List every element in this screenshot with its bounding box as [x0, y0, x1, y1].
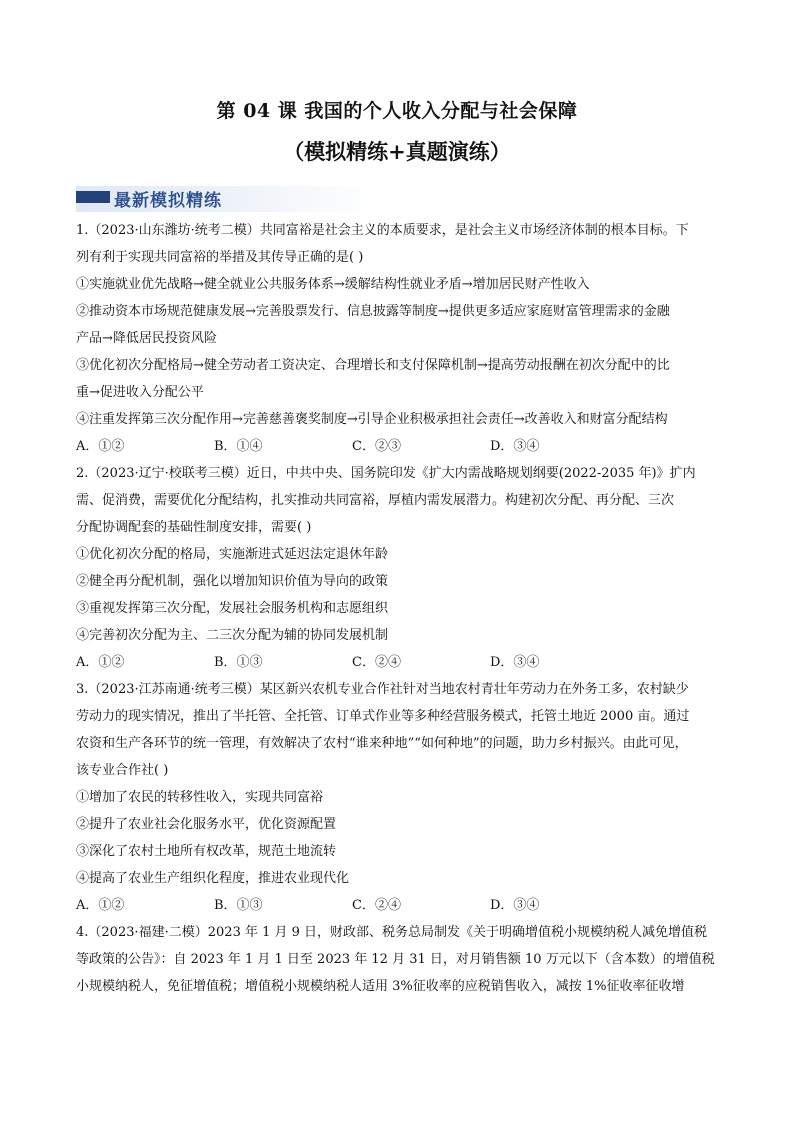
choice-a: A．①② [76, 655, 125, 670]
option-line: ①实施就业优先战略→健全就业公共服务体系→缓解结构性就业矛盾→增加居民财产性收入 [76, 277, 590, 292]
question-1 [76, 217, 722, 460]
choice-b: B．①③ [214, 655, 263, 670]
option-line: 重→促进收入分配公平 [76, 385, 204, 400]
answer-choices [76, 649, 722, 676]
choice-c: C．②③ [352, 439, 401, 454]
question-3 [76, 676, 722, 919]
option-line: ③深化了农村土地所有权改革，规范土地流转 [76, 844, 337, 859]
option-line: ②健全再分配机制，强化以增加知识价值为导向的政策 [76, 574, 389, 589]
choice-a: A．①② [76, 439, 125, 454]
question-stem-line: 2.（2023·辽宁·校联考三模）近日，中共中央、国务院印发《扩大内需战略规划纲要(2022-2035 年)》扩内 [76, 466, 696, 481]
question-stem-line: 4.（2023·福建·二模）2023 年 1 月 9 日，财政部、税务总局制发《关于明确增值税小规模纳税人减免增值税 [76, 925, 708, 940]
choice-d: D．③④ [490, 439, 540, 454]
question-stem-line: 劳动力的现实情况，推出了半托管、全托管、订单式作业等多种经营服务模式，托管土地近 2000 亩。通过 [76, 709, 690, 724]
choice-c: C．②④ [352, 898, 401, 913]
choice-c: C．②④ [352, 655, 401, 670]
option-line: ④注重发挥第三次分配作用→完善慈善褒奖制度→引导企业积极承担社会责任→改善收入和财富分配结构 [76, 412, 668, 427]
choice-a: A．①② [76, 898, 125, 913]
answer-choices [76, 433, 722, 460]
question-stem-line: 小规模纳税人，免征增值税；增值税小规模纳税人适用 3%征收率的应税销售收入，减按 1%征收率征收增 [76, 979, 685, 994]
option-line: ④完善初次分配为主、二三次分配为辅的协同发展机制 [76, 628, 389, 643]
section-bar-icon [76, 191, 110, 203]
section-banner [76, 186, 376, 212]
choice-b: B．①③ [214, 898, 263, 913]
page-subtitle: （模拟精练+真题演练） [283, 139, 511, 164]
question-stem-line: 等政策的公告》：自 2023 年 1 月 1 日至 2023 年 12 月 31 日，对月销售额 10 万元以下（含本数）的增值税 [76, 952, 715, 967]
option-line: ③优化初次分配格局→健全劳动者工资决定、合理增长和支付保障机制→提高劳动报酬在初次分配中的比 [76, 358, 670, 373]
question-stem-line: 需、促消费，需要优化分配结构，扎实推动共同富裕，厚植内需发展潜力。构建初次分配、再分配、三次 [76, 493, 675, 508]
choice-b: B．①④ [214, 439, 263, 454]
question-stem-line: 列有利于实现共同富裕的举措及其传导正确的是( ) [76, 250, 364, 265]
question-list [76, 217, 722, 1000]
choice-d: D．③④ [490, 655, 540, 670]
option-line: ①优化初次分配的格局，实施渐进式延迟法定退休年龄 [76, 547, 389, 562]
question-stem-line: 3.（2023·江苏南通·统考三模）某区新兴农机专业合作社针对当地农村青壮年劳动力在外务工多，农村缺少 [76, 682, 689, 697]
option-line: ②提升了农业社会化服务水平，优化资源配置 [76, 817, 337, 832]
answer-choices [76, 892, 722, 919]
question-stem-line: 该专业合作社( ) [76, 763, 169, 778]
option-line: ①增加了农民的转移性收入，实现共同富裕 [76, 790, 324, 805]
question-2 [76, 460, 722, 676]
question-4 [76, 919, 722, 1000]
question-stem-line: 农资和生产各环节的统一管理，有效解决了农村“谁来种地”“如何种地”的问题，助力乡村振兴。由此可见， [76, 736, 688, 751]
option-line: ④提高了农业生产组织化程度，推进农业现代化 [76, 871, 350, 886]
section-label: 最新模拟精练 [114, 191, 222, 211]
option-line: 产品→降低居民投资风险 [76, 331, 217, 346]
page-title: 第 04 课 我国的个人收入分配与社会保障 [216, 100, 578, 122]
question-stem-line: 分配协调配套的基础性制度安排，需要( ) [76, 520, 312, 535]
option-line: ②推动资本市场规范健康发展→完善股票发行、信息披露等制度→提供更多适应家庭财富管理需求的金融 [76, 304, 670, 319]
option-line: ③重视发挥第三次分配，发展社会服务机构和志愿组织 [76, 601, 389, 616]
choice-d: D．③④ [490, 898, 540, 913]
question-stem-line: 1.（2023·山东潍坊·统考二模）共同富裕是社会主义的本质要求，是社会主义市场经济体制的根本目标。下 [76, 223, 689, 238]
